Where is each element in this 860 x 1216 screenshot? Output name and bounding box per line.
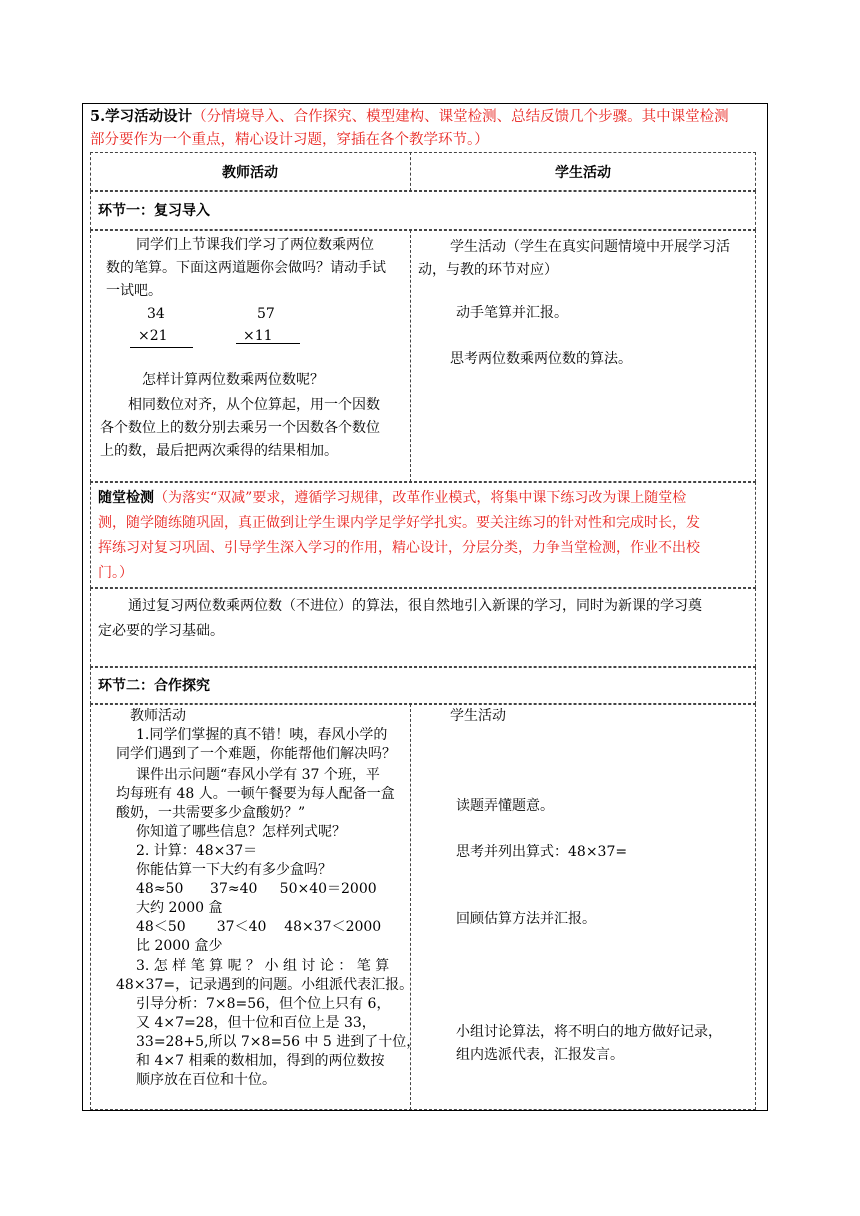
step2-teacher-line-8: 你能估算一下大约有多少盒吗？: [136, 862, 332, 878]
section-title-note-1: （分情境导入、合作探究、模型建构、课堂检测、总结反馈几个步骤。其中课堂检测: [192, 109, 729, 125]
step1-divider: [410, 230, 411, 482]
step2-teacher-line-9: 48≈50 37≈40 50×40＝2000: [136, 881, 377, 897]
step2-teacher-line-7: 2. 计算：48×37＝: [136, 843, 258, 859]
section-title-line-1: [90, 106, 758, 128]
step2-teacher-line-15: 引导分析：7×8=56，但个位上只有 6，: [136, 996, 391, 1012]
section-title-note-2: 部分要作为一个重点，精心设计习题，穿插在各个教学环节。）: [90, 132, 489, 148]
step1-student-line-2: 动，与教的环节对应）: [418, 262, 558, 278]
calc2-underline: [236, 343, 300, 344]
check-note-2: 测，随学随练随巩固，真正做到让学生课内学足学好学扎实。要关注练习的针对性和完成时长，发: [98, 515, 700, 531]
step2-teacher-line-17: 33=28+5,所以 7×8=56 中 5 进到了十位，: [136, 1034, 421, 1050]
calc2-top: 57: [257, 306, 275, 322]
step2-teacher-label: 教师活动: [130, 708, 186, 724]
check-line-1: [98, 488, 752, 509]
step2-teacher-line-10: 大约 2000 盒: [136, 900, 223, 916]
step2-student-c: 回顾估算方法并汇报。: [456, 911, 596, 927]
calc1-bottom: ×21: [138, 328, 168, 344]
step1-question: 怎样计算两位数乘两位数呢？: [142, 372, 324, 388]
step2-student-label: 学生活动: [450, 708, 506, 724]
step2-student-a: 读题弄懂题意。: [456, 798, 554, 814]
step1-teacher-line-3: 一试吧。: [106, 283, 162, 299]
step2-teacher-line-4: 均每班有 48 人。一顿午餐要为每人配备一盒: [116, 786, 395, 802]
step2-teacher-line-13: 3. 怎 样 笔 算 呢 ？ 小 组 讨 论 ： 笔 算: [136, 958, 390, 974]
step2-teacher-line-19: 顺序放在百位和十位。: [136, 1072, 276, 1088]
step2-teacher-line-14: 48×37=，记录遇到的问题。小组派代表汇报。: [116, 977, 414, 993]
step2-teacher-line-5: 酸奶，一共需要多少盒酸奶？”: [116, 805, 306, 821]
step2-student-d-line-2: 组内选派代表，汇报发言。: [456, 1047, 624, 1063]
check-body-line-2: 定必要的学习基础。: [98, 623, 224, 639]
step1-student-line-1: 学生活动（学生在真实问题情境中开展学习活: [450, 239, 730, 255]
section-title: 5.学习活动设计: [90, 108, 193, 125]
step2-teacher-line-3: 课件出示问题“春风小学有 37 个班，平: [136, 767, 380, 783]
step2-student-b: 思考并列出算式：48×37=: [456, 844, 628, 860]
calc2-bottom: ×11: [243, 328, 273, 344]
step2-teacher-line-16: 又 4×7=28，但十位和百位上是 33，: [136, 1015, 376, 1031]
teacher-activity-header: 教师活动: [222, 165, 278, 181]
step1-title: 环节一：复习导入: [98, 203, 210, 219]
check-note-3: 挥练习对复习巩固、引导学生深入学习的作用，精心设计，分层分类，力争当堂检测，作业不出校: [98, 540, 700, 556]
step2-teacher-line-2: 同学们遇到了一个难题，你能帮他们解决吗？: [116, 746, 396, 762]
step1-student-a: 动手笔算并汇报。: [456, 305, 568, 321]
step2-title: 环节二：合作探究: [98, 678, 210, 694]
step2-teacher-line-1: 1.同学们掌握的真不错！咦，春风小学的: [136, 727, 388, 743]
check-body-line-1: 通过复习两位数乘两位数（不进位）的算法，很自然地引入新课的学习，同时为新课的学习奠: [128, 598, 702, 614]
step1-answer-line-1: 相同数位对齐，从个位算起，用一个因数: [128, 397, 380, 413]
step2-teacher-line-6: 你知道了哪些信息？怎样列式呢？: [136, 824, 346, 840]
check-note-4: 门。）: [98, 565, 133, 581]
step2-teacher-line-18: 和 4×7 相乘的数相加，得到的两位数按: [136, 1053, 385, 1069]
step1-student-b: 思考两位数乘两位数的算法。: [450, 351, 632, 367]
step1-answer-line-2: 各个数位上的数分别去乘另一个因数各个数位: [100, 420, 380, 436]
check-note-1: （为落实“双减”要求，遵循学习规律，改革作业模式，将集中课下练习改为课上随堂检: [154, 490, 687, 506]
step1-answer-line-3: 上的数，最后把两次乘得的结果相加。: [100, 443, 338, 459]
step2-teacher-line-11: 48＜50 37＜40 48×37＜2000: [136, 919, 382, 935]
step1-teacher-line-2: 数的笔算。下面这两道题你会做吗？请动手试: [106, 260, 386, 276]
calc1-top: 34: [147, 306, 165, 322]
step2-student-d-line-1: 小组讨论算法，将不明白的地方做好记录，: [456, 1024, 722, 1040]
calc1-underline: [130, 347, 193, 348]
student-activity-header: 学生活动: [555, 165, 611, 181]
check-title: 随堂检测: [98, 490, 154, 506]
step1-teacher-line-1: 同学们上节课我们学习了两位数乘两位: [136, 237, 374, 253]
step2-teacher-line-12: 比 2000 盒少: [136, 938, 223, 954]
